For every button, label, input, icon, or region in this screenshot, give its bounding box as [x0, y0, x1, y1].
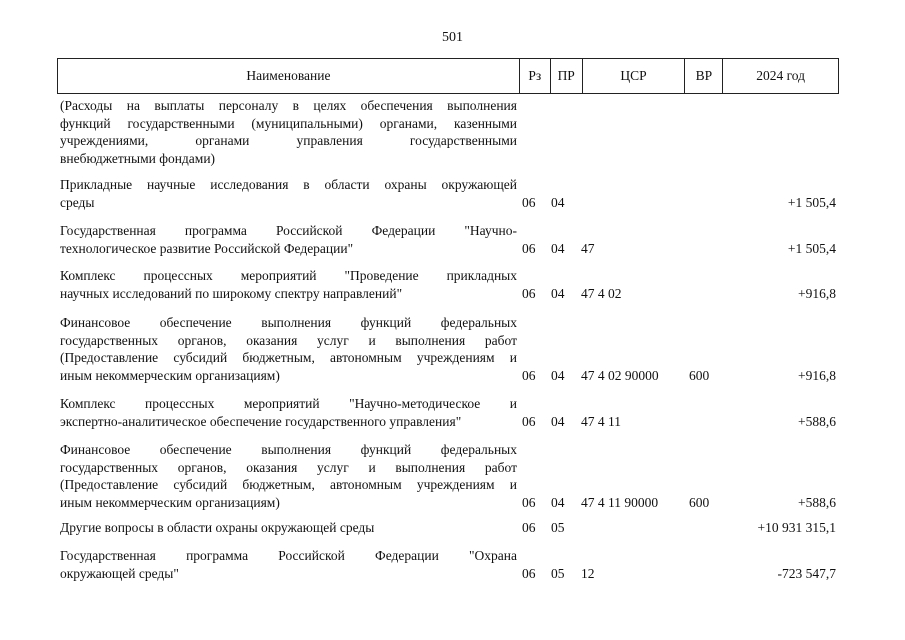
- row-rz: 06: [522, 285, 536, 301]
- row-csr: 47 4 11: [581, 413, 621, 429]
- row-name: [60, 519, 517, 537]
- row-name: [60, 395, 517, 430]
- row-pr: 04: [551, 367, 565, 383]
- row-name-line: экспертно-аналитическое обеспечение государственного управления": [60, 413, 462, 429]
- header-year: 2024 год: [756, 68, 806, 83]
- row-name-line: иным некоммерческим организациям): [60, 367, 280, 383]
- row-name: [60, 314, 517, 384]
- header-csr: ЦСР: [583, 59, 686, 93]
- row-pr: 04: [551, 240, 565, 256]
- row-name: [60, 97, 517, 167]
- header-vr: ВР: [685, 59, 723, 93]
- row-pr: 05: [551, 565, 565, 581]
- row-name-line: (Расходы на выплаты персоналу в целях обеспечения выполнения: [60, 98, 517, 113]
- row-name-line: (Предоставление субсидий бюджетным, автономным учреждениям и: [60, 477, 517, 492]
- row-csr: 12: [581, 565, 595, 581]
- row-pr: 04: [551, 413, 565, 429]
- row-pr: 04: [551, 285, 565, 301]
- row-name-line: Финансовое обеспечение выполнения функций федеральных: [60, 315, 517, 330]
- row-rz: 06: [522, 240, 536, 256]
- row-name-line: Государственная программа Российской Федерации "Научно-: [60, 223, 517, 238]
- row-rz: 06: [522, 520, 536, 535]
- row-name: [60, 267, 517, 302]
- header-name: Наименование: [58, 59, 520, 93]
- header-pr: ПР: [551, 59, 583, 93]
- row-name-line: окружающей среды": [60, 565, 179, 581]
- row-amount: +588,6: [798, 494, 836, 510]
- row-name-line: Комплекс процессных мероприятий "Проведение прикладных: [60, 268, 517, 283]
- row-amount: +10 931 315,1: [757, 520, 836, 535]
- row-rz: 06: [522, 367, 536, 383]
- row-amount: +1 505,4: [787, 240, 836, 256]
- row-rz: 06: [522, 194, 536, 210]
- row-rz: 06: [522, 494, 536, 510]
- row-amount: +916,8: [798, 367, 836, 383]
- row-name-line: научных исследований по широкому спектру направлений": [60, 285, 403, 301]
- row-name: [60, 441, 517, 511]
- row-name-line: функций государственными (муниципальными) органами, казенными: [60, 115, 517, 131]
- row-amount: +916,8: [798, 285, 836, 301]
- page-number: 501: [442, 30, 463, 45]
- row-csr: 47 4 11 90000: [581, 494, 659, 510]
- row-name-line: учреждениями, органами управления государственными: [60, 133, 517, 148]
- row-name-line: Финансовое обеспечение выполнения функций федеральных: [60, 442, 517, 457]
- row-name-line: среды: [60, 194, 95, 210]
- row-amount: -723 547,7: [777, 565, 836, 581]
- row-csr: 47 4 02 90000: [581, 367, 659, 383]
- row-name-line: иным некоммерческим организациям): [60, 494, 280, 510]
- row-rz: 06: [522, 565, 536, 581]
- row-vr: 600: [689, 367, 710, 383]
- row-name-line: внебюджетными фондами): [60, 150, 216, 166]
- row-name: [60, 176, 517, 211]
- row-pr: 04: [551, 494, 565, 510]
- row-name: [60, 222, 517, 257]
- row-csr: 47 4 02: [581, 285, 622, 301]
- row-amount: +588,6: [798, 413, 836, 429]
- row-name: [60, 547, 517, 582]
- row-amount: +1 505,4: [787, 194, 836, 210]
- row-name-line: государственных органов, оказания услуг и выполнения работ: [60, 459, 517, 475]
- row-name-line: Государственная программа Российской Федерации "Охрана: [60, 548, 517, 563]
- table-header: [57, 58, 839, 94]
- row-pr: 05: [551, 520, 565, 535]
- row-rz: 06: [522, 413, 536, 429]
- row-name-line: Прикладные научные исследования в области охраны окружающей: [60, 177, 517, 192]
- row-pr: 04: [551, 194, 565, 210]
- row-name-line: государственных органов, оказания услуг и выполнения работ: [60, 332, 517, 348]
- header-rz: Рз: [520, 59, 551, 93]
- row-name-line: Другие вопросы в области охраны окружающей среды: [60, 520, 375, 535]
- row-name-line: (Предоставление субсидий бюджетным, автономным учреждениям и: [60, 350, 517, 365]
- row-name-line: технологическое развитие Российской Федерации": [60, 240, 354, 256]
- row-csr: 47: [581, 240, 595, 256]
- row-name-line: Комплекс процессных мероприятий "Научно-методическое и: [60, 396, 517, 411]
- row-vr: 600: [689, 494, 710, 510]
